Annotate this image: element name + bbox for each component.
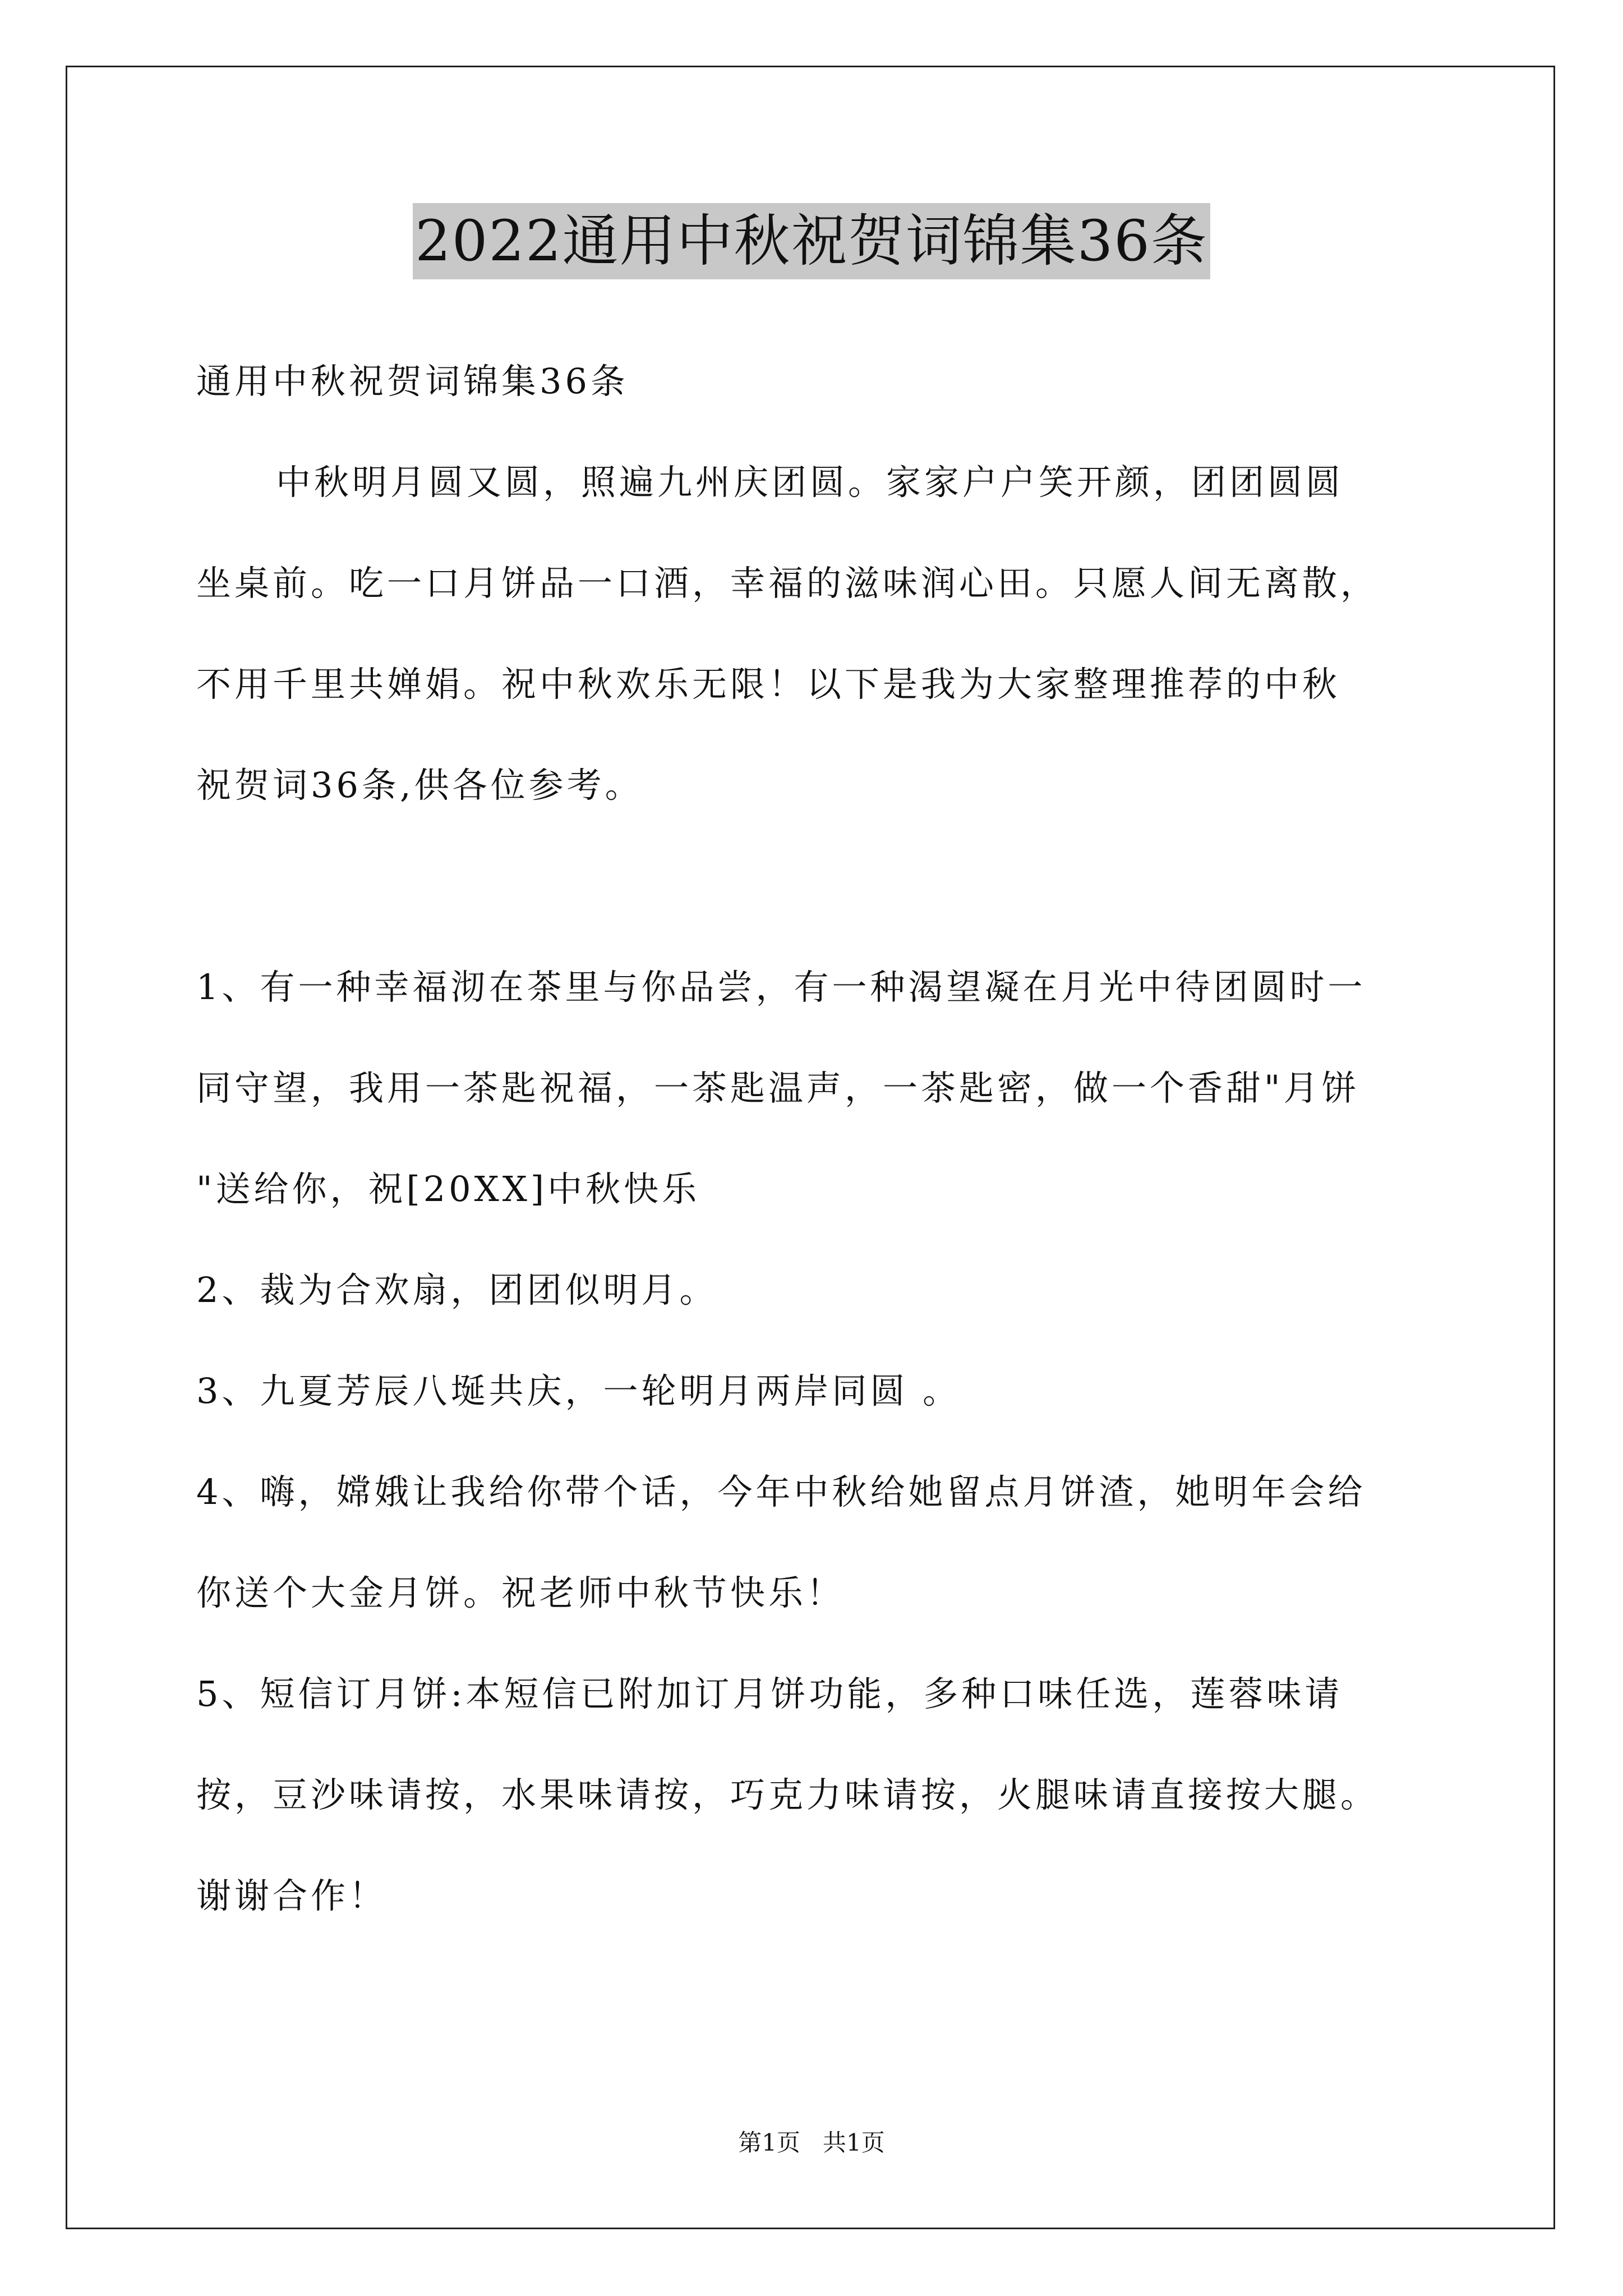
- item-line: 5、短信订月饼:本短信已附加订月饼功能，多种口味任选，莲蓉味请: [196, 1673, 1343, 1714]
- item-line: 1、有一种幸福沏在茶里与你品尝，有一种渴望凝在月光中待团圆时一: [196, 967, 1366, 1007]
- page-footer: 第1页 共1页: [738, 2129, 885, 2156]
- item-line: 4、嗨，嫦娥让我给你带个话，今年中秋给她留点月饼渣，她明年会给: [196, 1471, 1366, 1512]
- item-line: 同守望，我用一茶匙祝福，一茶匙温声，一茶匙密，做一个香甜"月饼: [196, 1068, 1360, 1108]
- item-line: 3、九夏芳辰八埏共庆，一轮明月两岸同圆 。: [196, 1370, 961, 1411]
- intro-line: 坐桌前。吃一口月饼品一口酒，幸福的滋味润心田。只愿人间无离散，: [196, 563, 1379, 604]
- document-body: [196, 331, 1453, 1947]
- document-title: 2022通用中秋祝贺词锦集36条: [413, 203, 1210, 279]
- intro-line: 中秋明月圆又圆，照遍九州庆团圆。家家户户笑开颜，团团圆圆: [276, 462, 1344, 503]
- intro-line: 不用千里共婵娟。祝中秋欢乐无限！以下是我为大家整理推荐的中秋: [196, 664, 1341, 705]
- document-subtitle: 通用中秋祝贺词锦集36条: [196, 361, 629, 402]
- paragraph-gap: [196, 836, 1453, 937]
- item-line: 你送个大金月饼。祝老师中秋节快乐！: [196, 1572, 845, 1613]
- title-container: [0, 203, 1623, 279]
- item-line: 按，豆沙味请按，水果味请按，巧克力味请按，火腿味请直接按大腿。: [196, 1774, 1379, 1815]
- item-line: 2、裁为合欢扇，团团似明月。: [196, 1269, 718, 1310]
- item-line: "送给你，祝[20XX]中秋快乐: [196, 1168, 700, 1209]
- intro-line: 祝贺词36条,供各位参考。: [196, 765, 643, 806]
- item-line: 谢谢合作！: [196, 1875, 388, 1916]
